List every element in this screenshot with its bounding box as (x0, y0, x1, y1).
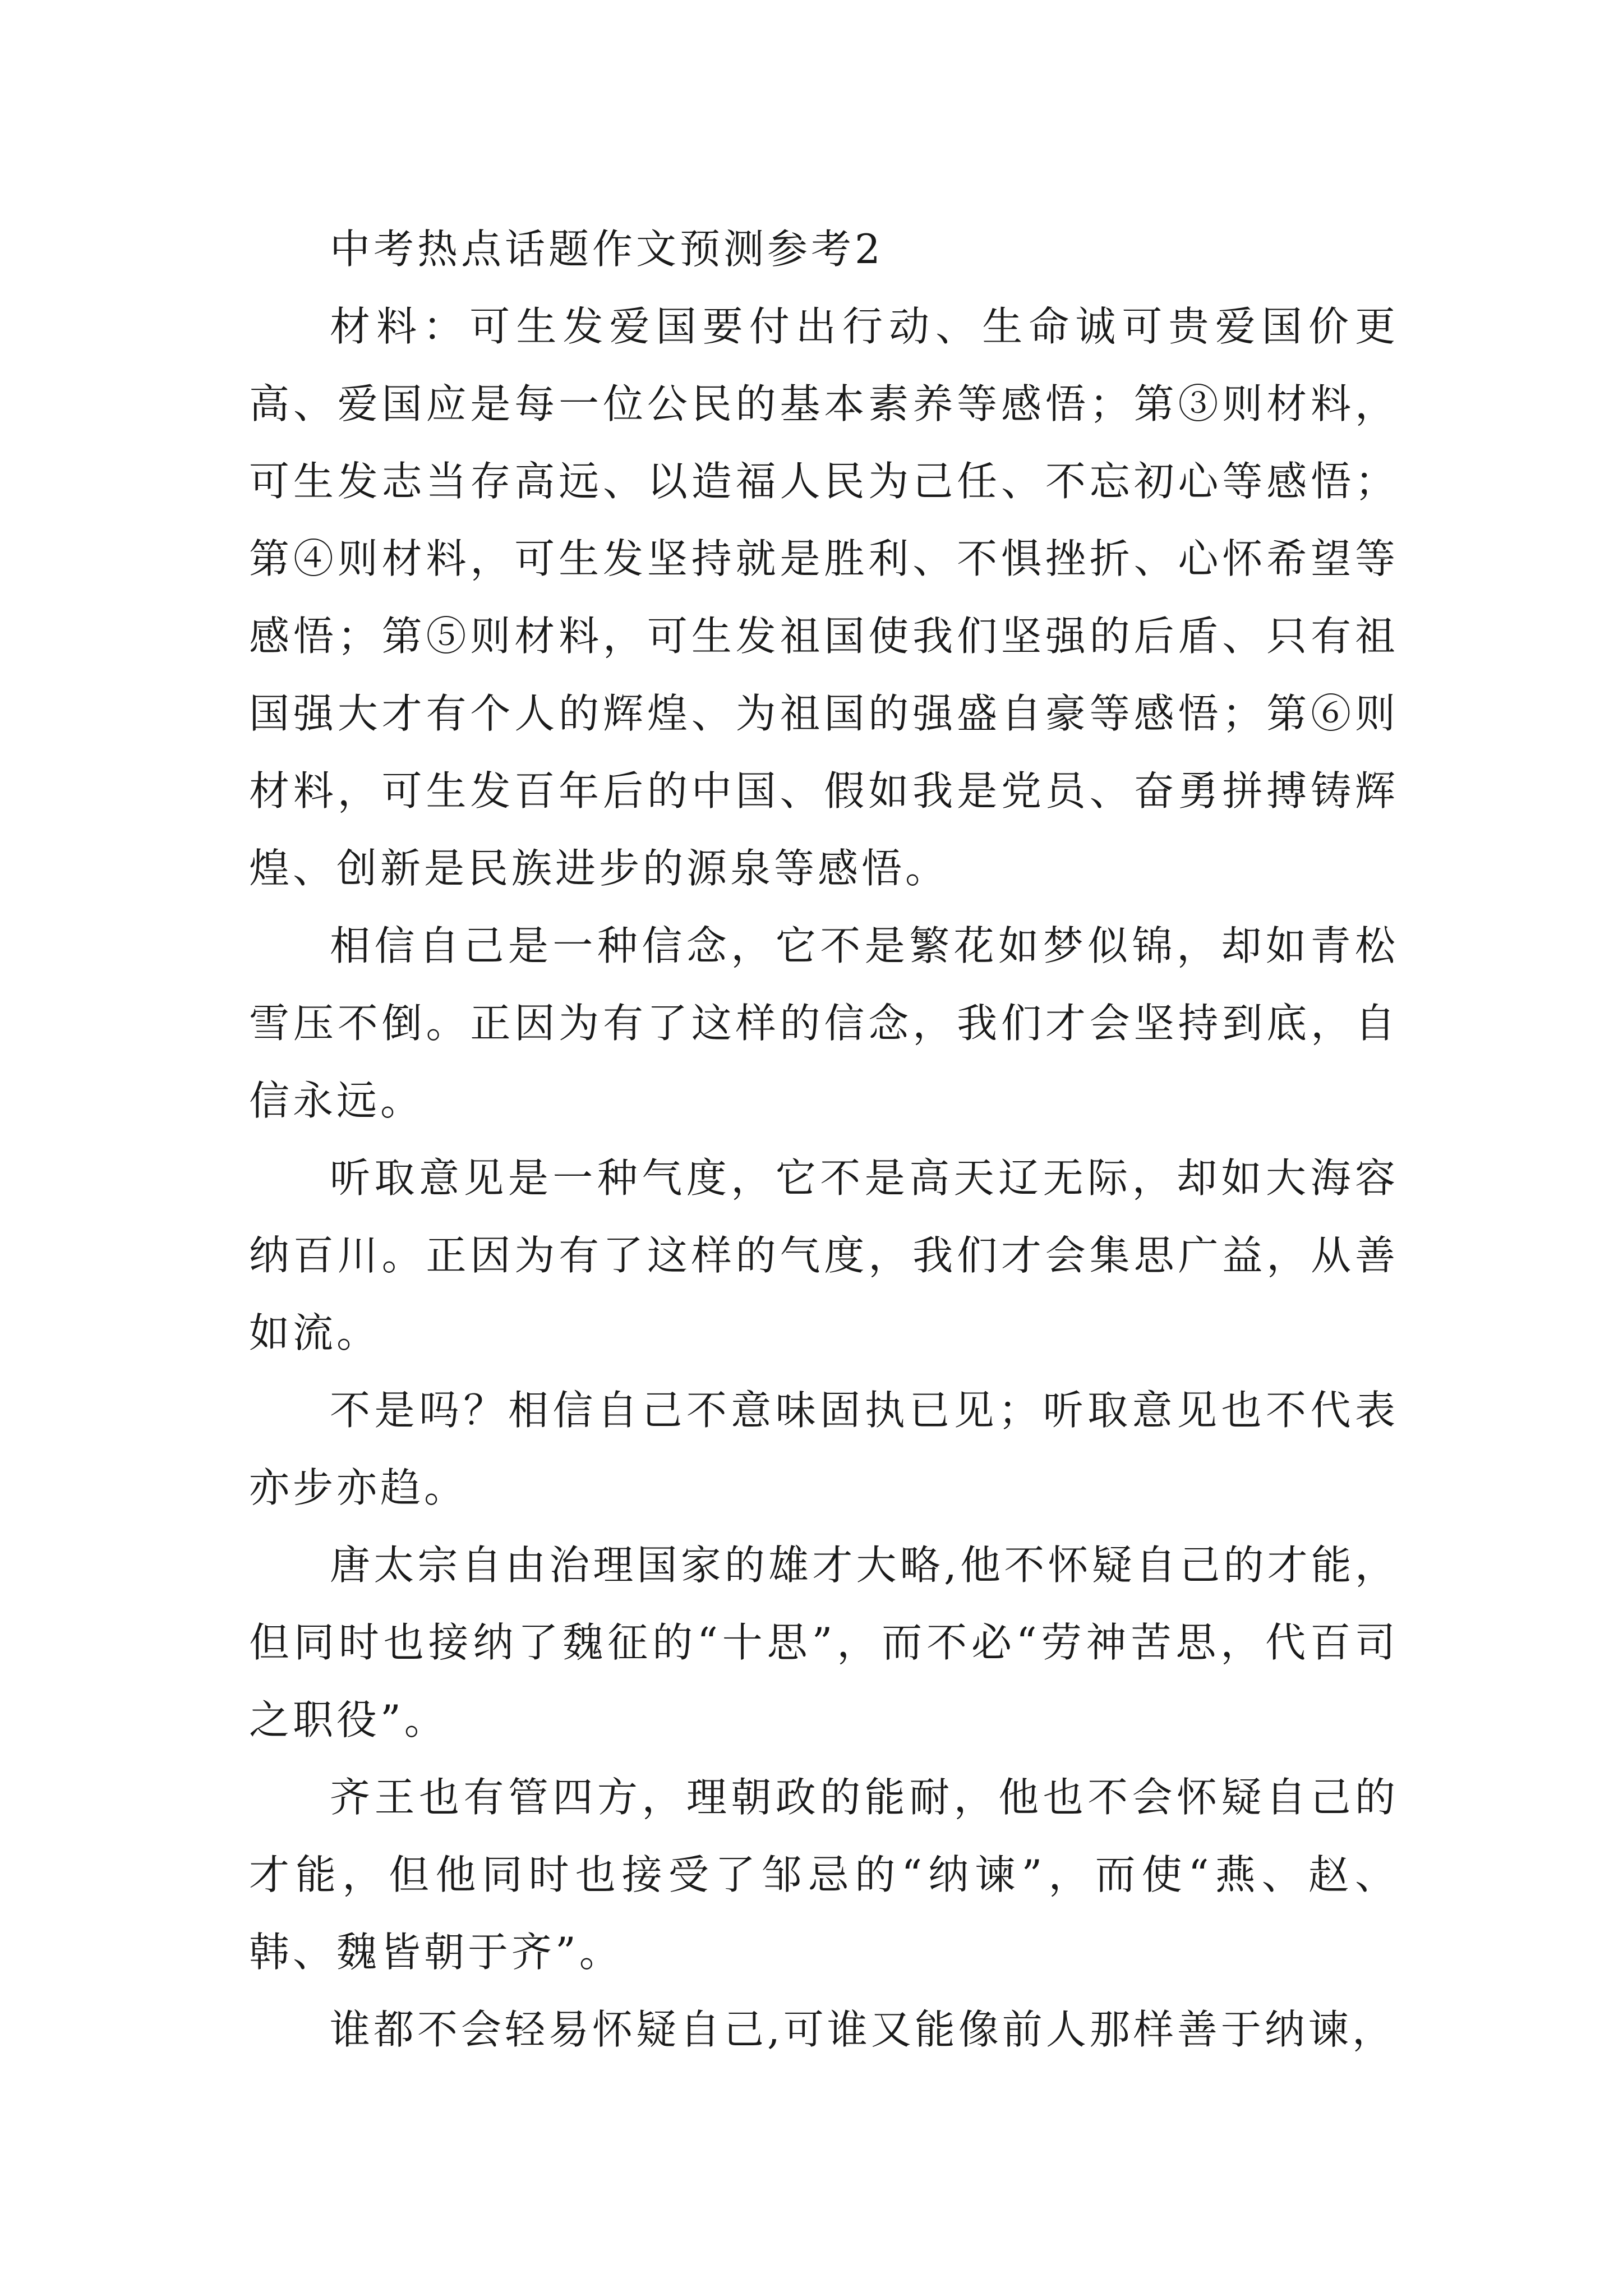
paragraph-qi-king: 齐王也有管四方，理朝政的能耐，他也不会怀疑自己的才能，但他同时也接受了邹忌的“纳谏”，而使“燕、赵、韩、魏皆朝于齐”。 (249, 1774, 1399, 1976)
paragraph-tang-taizong: 唐太宗自由治理国家的雄才大略,他不怀疑自己的才能，但同时也接纳了魏征的“十思”，而不必“劳神苦思，代百司之职役”。 (249, 1542, 1399, 1743)
paragraph-materials: 材料：可生发爱国要付出行动、生命诚可贵爱国价更高、爱国应是每一位公民的基本素养等感悟；第③则材料，可生发志当存高远、以造福人民为己任、不忘初心等感悟；第④则材料，可生发坚持就是胜利、不惧挫折、心怀希望等感悟；第⑤则材料，可生发祖国使我们坚强的后盾、只有祖国强大才有个人的辉煌、为祖国的强盛自豪等感悟；第⑥则材料，可生发百年后的中国、假如我是党员、奋勇拼搏铸辉煌、创新是民族进步的源泉等感悟。 (249, 303, 1399, 892)
paragraph-self-belief: 相信自己是一种信念，它不是繁花如梦似锦，却如青松雪压不倒。正因为有了这样的信念，我们才会坚持到底，自信永远。 (249, 922, 1399, 1124)
document-body (249, 210, 1399, 2068)
paragraph-question: 不是吗？相信自己不意味固执已见；听取意见也不代表亦步亦趋。 (249, 1387, 1399, 1511)
paragraph-closing: 谁都不会轻易怀疑自己,可谁又能像前人那样善于纳谏， (330, 2006, 1396, 2053)
document-title: 中考热点话题作文预测参考2 (330, 226, 884, 273)
paragraph-listening: 听取意见是一种气度，它不是高天辽无际，却如大海容纳百川。正因为有了这样的气度，我们才会集思广益，从善如流。 (249, 1154, 1399, 1356)
